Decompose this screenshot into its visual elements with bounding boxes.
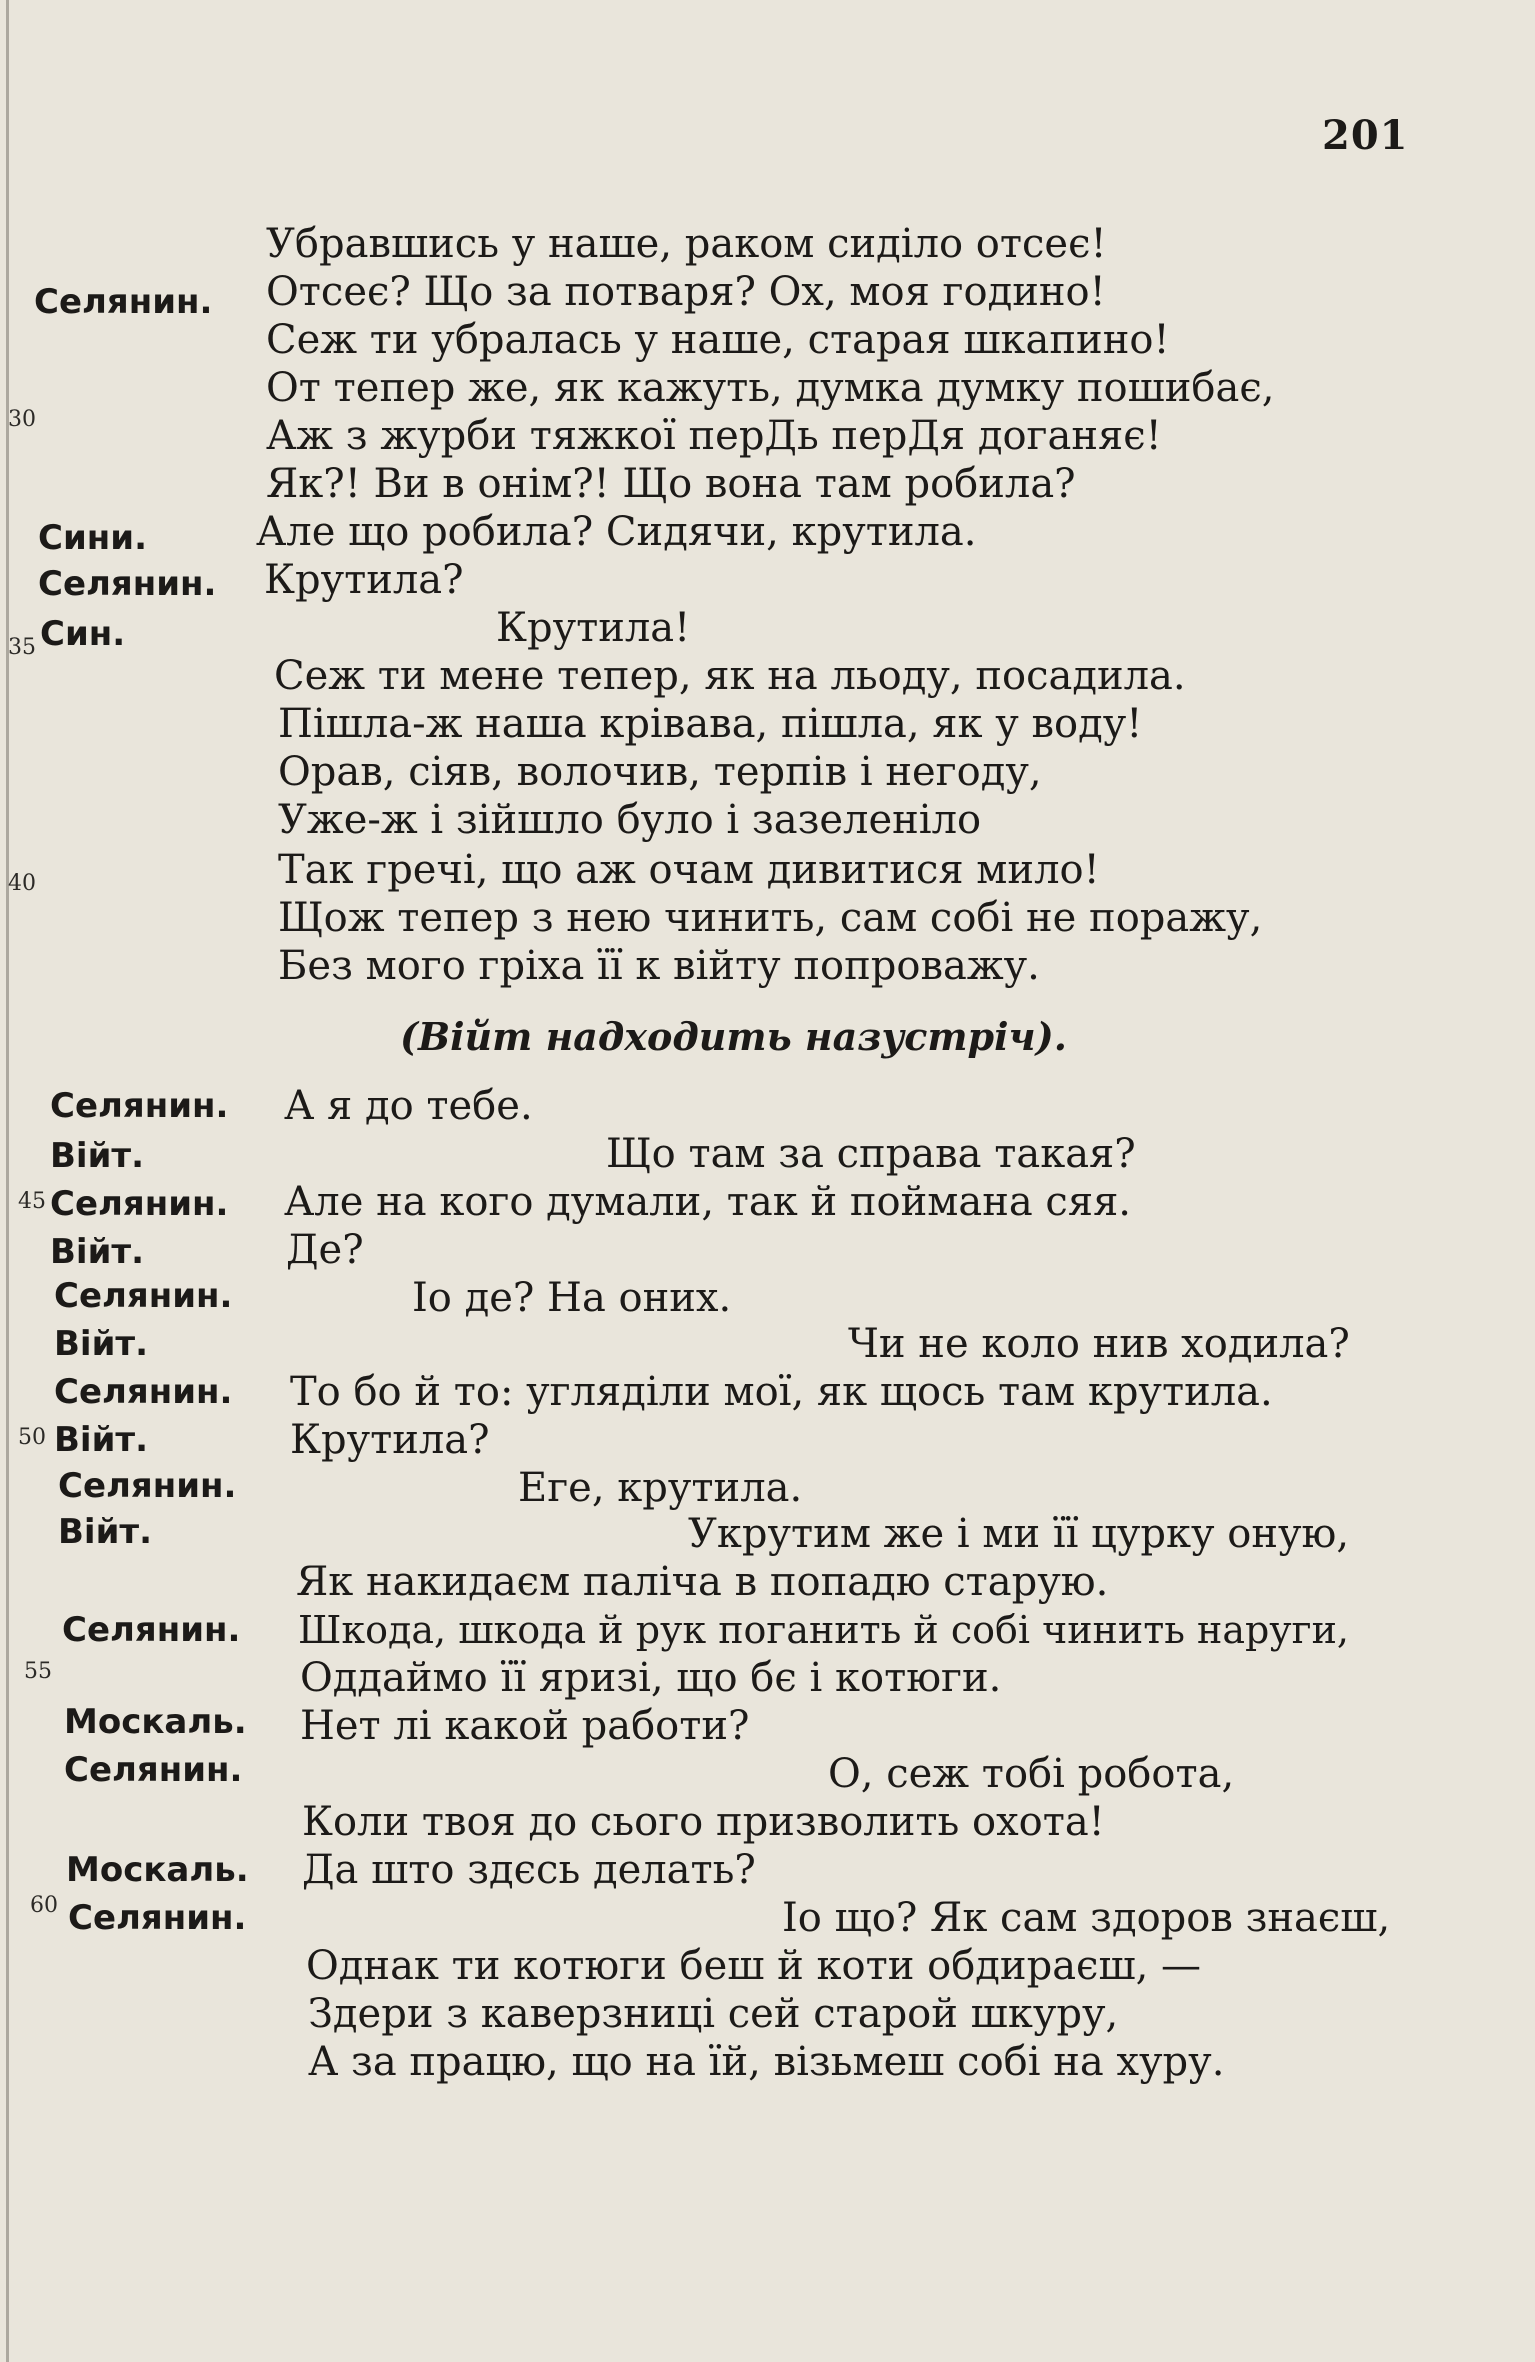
verse-line: Сеж ти мене тепер, як на льоду, посадила. bbox=[274, 653, 1186, 699]
speaker-label: Сини. bbox=[38, 518, 148, 558]
speaker-label: Селянин. bbox=[38, 564, 217, 604]
speaker-label: Селянин. bbox=[34, 282, 213, 322]
speaker-label: Війт. bbox=[58, 1512, 153, 1552]
verse-line: Що там за справа такая? bbox=[606, 1131, 1136, 1177]
speaker-label: Син. bbox=[40, 614, 126, 654]
line-number: 55 bbox=[24, 1659, 52, 1684]
stage-direction: (Війт надходить назустріч). bbox=[400, 1014, 1067, 1059]
verse-line: Оддаймо її яризі, що бє і котюги. bbox=[300, 1655, 1002, 1701]
verse-line: Орав, сіяв, волочив, терпів і негоду, bbox=[278, 749, 1042, 795]
verse-line: Укрутим же і ми її цурку оную, bbox=[688, 1511, 1350, 1557]
line-number: 35 bbox=[8, 635, 36, 660]
verse-line: Чи не коло нив ходила? bbox=[848, 1321, 1350, 1367]
verse-line: Крутила! bbox=[496, 605, 691, 651]
verse-line: Шкода, шкода й рук поганить й собі чинить наруги, bbox=[298, 1608, 1349, 1652]
verse-line: Еге, крутила. bbox=[518, 1465, 803, 1511]
line-number: 60 bbox=[30, 1893, 58, 1918]
speaker-label: Селянин. bbox=[54, 1372, 233, 1412]
speaker-label: Війт. bbox=[54, 1420, 149, 1460]
verse-line: Іо що? Як сам здоров знаєш, bbox=[782, 1895, 1391, 1941]
verse-line: Як накидаєм паліча в попадю старую. bbox=[296, 1559, 1109, 1605]
speaker-label: Селянин. bbox=[50, 1184, 229, 1224]
verse-line: Коли твоя до сього призволить охота! bbox=[302, 1799, 1105, 1845]
line-number: 30 bbox=[8, 407, 36, 432]
speaker-label: Селянин. bbox=[58, 1466, 237, 1506]
verse-line: Убравшись у наше, раком сиділо отсеє! bbox=[266, 221, 1107, 267]
speaker-label: Москаль. bbox=[64, 1702, 247, 1742]
verse-line: Уже-ж і зійшло було і зазеленіло bbox=[278, 797, 982, 843]
verse-line: Як?! Ви в онім?! Що вона там робила? bbox=[266, 461, 1076, 507]
binding-gutter bbox=[6, 0, 9, 2362]
verse-line: Отсеє? Що за потваря? Ох, моя годино! bbox=[266, 269, 1106, 315]
speaker-label: Москаль. bbox=[66, 1850, 249, 1890]
verse-line: Аж з журби тяжкої перДь перДя доганяє! bbox=[266, 413, 1162, 459]
verse-line: Іо де? На оних. bbox=[412, 1275, 732, 1321]
speaker-label: Селянин. bbox=[54, 1276, 233, 1316]
line-number: 50 bbox=[18, 1425, 46, 1450]
verse-line: Нет лі какой работи? bbox=[300, 1703, 750, 1749]
speaker-label: Селянин. bbox=[68, 1898, 247, 1938]
verse-line: Сеж ти убралась у наше, старая шкапино! bbox=[266, 317, 1170, 363]
speaker-label: Селянин. bbox=[64, 1750, 243, 1790]
verse-line: То бо й то: угляділи мої, як щось там крутила. bbox=[290, 1369, 1273, 1415]
line-number: 40 bbox=[8, 871, 36, 896]
verse-line: Здери з каверзниці сей старой шкуру, bbox=[308, 1991, 1119, 2037]
verse-line: О, сеж тобі робота, bbox=[828, 1751, 1235, 1797]
verse-line: А за працю, що на їй, візьмеш собі на хуру. bbox=[308, 2039, 1225, 2085]
verse-line: Крутила? bbox=[264, 557, 464, 603]
verse-line: Однак ти котюги беш й коти обдираєш, — bbox=[306, 1943, 1202, 1989]
verse-line: Да што здєсь делать? bbox=[302, 1847, 756, 1893]
verse-line: Де? bbox=[286, 1227, 364, 1273]
speaker-label: Війт. bbox=[50, 1136, 145, 1176]
verse-line: Але що робила? Сидячи, крутила. bbox=[256, 509, 977, 555]
speaker-label: Селянин. bbox=[50, 1086, 229, 1126]
verse-line: Але на кого думали, так й поймана сяя. bbox=[284, 1179, 1132, 1225]
speaker-label: Війт. bbox=[54, 1324, 149, 1364]
verse-line: Так гречі, що аж очам дивитися мило! bbox=[278, 847, 1100, 893]
line-number: 45 bbox=[18, 1189, 46, 1214]
verse-line: Без мого гріха її к війту попроважу. bbox=[278, 943, 1040, 989]
verse-line: Щож тепер з нею чинить, сам собі не поражу, bbox=[278, 895, 1263, 941]
speaker-label: Війт. bbox=[50, 1232, 145, 1272]
verse-line: От тепер же, як кажуть, думка думку пошибає, bbox=[266, 365, 1275, 411]
verse-line: Пішла-ж наша крівава, пішла, як у воду! bbox=[278, 701, 1143, 747]
verse-line: А я до тебе. bbox=[284, 1083, 533, 1129]
verse-line: Крутила? bbox=[290, 1417, 490, 1463]
speaker-label: Селянин. bbox=[62, 1610, 241, 1650]
page-number: 201 bbox=[1322, 112, 1409, 159]
